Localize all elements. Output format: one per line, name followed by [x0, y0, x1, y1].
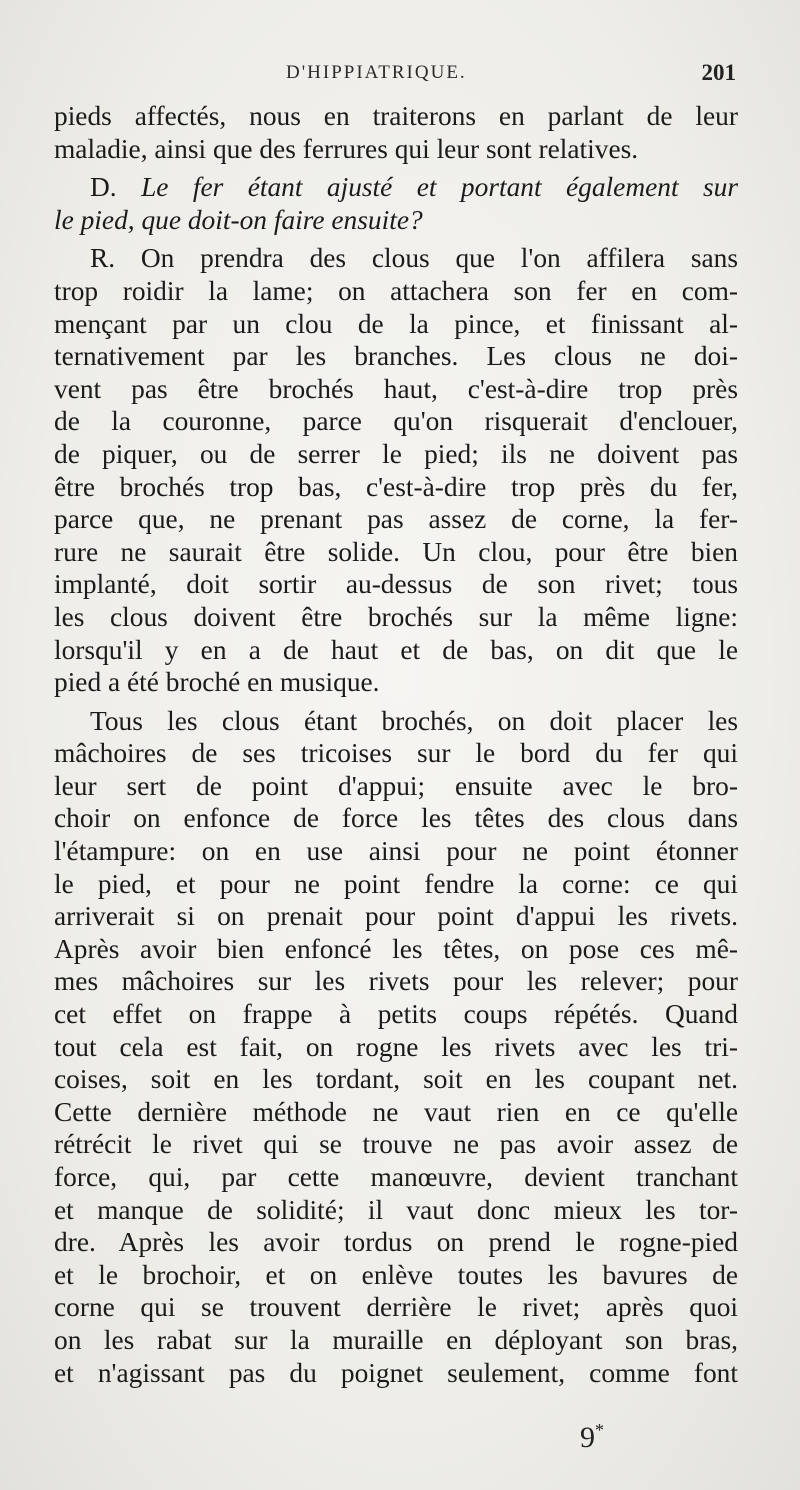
text-line: et n'agissant pas du poignet seulement, comme font — [54, 1357, 738, 1388]
question-text: Le fer étant ajusté et portant également sur — [141, 172, 738, 203]
running-head: D'HIPPIATRIQUE. — [286, 62, 467, 83]
signature-number: 9 — [580, 1421, 595, 1454]
text-line: les clous doivent être brochés sur la même ligne: — [54, 601, 738, 632]
text-line: coises, soit en les tordant, soit en les coupant net. — [54, 1064, 738, 1095]
signature-mark — [580, 1420, 604, 1455]
text-line: on les rabat sur la muraille en déployant son bras, — [54, 1324, 738, 1355]
text-line: être brochés trop bas, c'est-à-dire trop près du fer, — [54, 471, 738, 502]
body-text — [54, 100, 738, 1389]
text-line: Tous les clous étant brochés, on doit placer les — [90, 705, 738, 736]
text-line: de la couronne, parce qu'on risquerait d'enclouer, — [54, 406, 738, 437]
text-line: rétrécit le rivet qui se trouve ne pas avoir assez de — [54, 1129, 738, 1160]
text-line: le pied, et pour ne point fendre la corne: ce qui — [54, 868, 738, 899]
text-line: tout cela est fait, on rogne les rivets avec les tri- — [54, 1031, 738, 1062]
text-line: mes mâchoires sur les rivets pour les relever; pour — [54, 966, 738, 997]
text-line: force, qui, par cette manœuvre, devient tranchant — [54, 1162, 738, 1192]
text-line: Cette dernière méthode ne vaut rien en ce qu'elle — [54, 1096, 738, 1127]
text-line: lorsqu'il y en a de haut et de bas, on dit que le — [54, 634, 738, 665]
text-line: rure ne saurait être solide. Un clou, pour être bien — [54, 536, 738, 567]
text-line: vent pas être brochés haut, c'est-à-dire trop près — [54, 373, 738, 404]
text-line: leur sert de point d'appui; ensuite avec le bro- — [54, 770, 738, 801]
text-line: corne qui se trouvent derrière le rivet; après quoi — [54, 1292, 738, 1323]
text-line: arriverait si on prenait pour point d'appui les rivets. — [54, 901, 738, 932]
text-line: dre. Après les avoir tordus on prend le rogne-pied — [54, 1227, 738, 1258]
question-lead: D. — [90, 172, 117, 203]
text-line: implanté, doit sortir au-dessus de son rivet; tous — [54, 569, 738, 600]
question-line — [54, 171, 738, 204]
text-line: cet effet on frappe à petits coups répétés. Quand — [54, 999, 738, 1030]
text-line: R. On prendra des clous que l'on affilera sans — [90, 243, 738, 274]
page-number: 201 — [701, 60, 736, 85]
text-line: mençant par un clou de la pince, et finissant al- — [54, 308, 738, 339]
text-line: maladie, ainsi que des ferrures qui leur sont relatives. — [54, 133, 639, 164]
text-line: Après avoir bien enfoncé les têtes, on pose ces mê- — [54, 933, 738, 964]
text-line: de piquer, ou de serrer le pied; ils ne doivent pas — [54, 438, 738, 469]
text-line: mâchoires de ses tricoises sur le bord du fer qui — [54, 738, 738, 769]
text-line: l'étampure: on en use ainsi pour ne point étonner — [54, 836, 738, 867]
text-line: pied a été broché en musique. — [54, 667, 380, 698]
text-line: choir on enfonce de force les têtes des clous dans — [54, 803, 738, 834]
question-line: le pied, que doit-on faire ensuite? — [54, 204, 423, 235]
page-header — [56, 62, 740, 92]
text-line: trop roidir la lame; on attachera son fer en com- — [54, 275, 738, 306]
text-line: ternativement par les branches. Les clous ne doi- — [54, 341, 738, 372]
signature-star: * — [595, 1420, 604, 1440]
text-line: parce que, ne prenant pas assez de corne, la fer- — [54, 504, 738, 535]
text-line: et manque de solidité; il vaut donc mieux les tor- — [54, 1194, 738, 1225]
text-line: et le brochoir, et on enlève toutes les bavures de — [54, 1259, 738, 1290]
text-line: pieds affectés, nous en traiterons en parlant de leur — [54, 101, 738, 131]
